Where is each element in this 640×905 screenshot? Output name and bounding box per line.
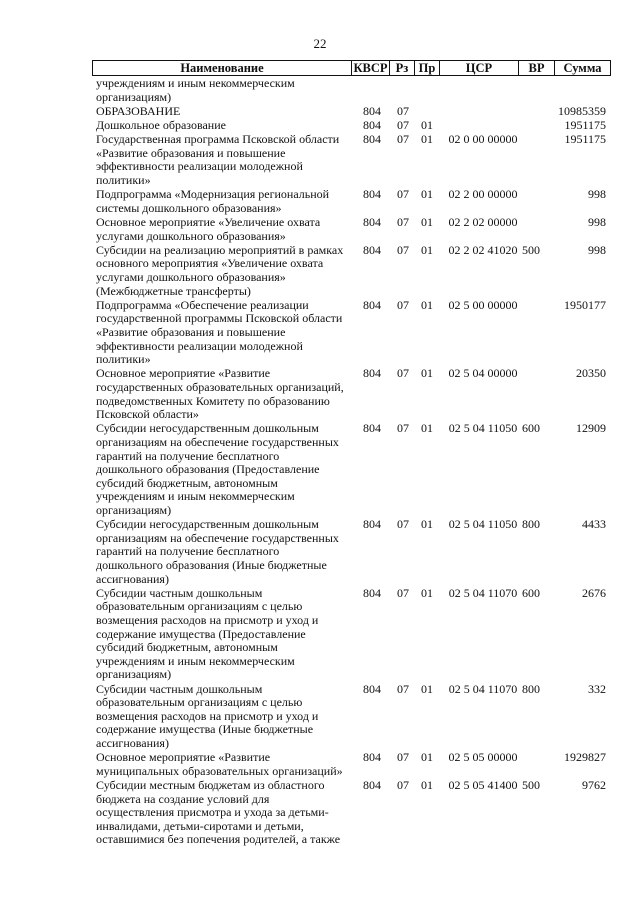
csr-cell: 02 5 04 00000 [448, 366, 518, 381]
kvsr-cell: 804 [363, 681, 381, 696]
rz-cell: 07 [397, 421, 409, 436]
kvsr-cell: 804 [363, 242, 381, 257]
kvsr-cell: 804 [363, 118, 381, 132]
csr-cell: 02 5 04 11070 [448, 681, 518, 696]
pr-cell: 01 [421, 118, 433, 132]
name-line: государственной программы Псковской области [96, 311, 343, 326]
name-line: гарантий на получение бесплатного [96, 544, 280, 559]
name-cell [96, 119, 356, 133]
sum-cell: 2676 [582, 585, 606, 600]
name-line: эффективности реализации молодежной [96, 159, 303, 174]
header-kvsr: КВСР [353, 61, 388, 75]
name-cell [96, 751, 356, 778]
pr-cell: 01 [421, 242, 433, 257]
name-line: учреждениям и иным некоммерческим [96, 489, 295, 504]
name-line: Дошкольное образование [96, 118, 226, 132]
name-line: Субсидии частным дошкольным [96, 681, 263, 696]
name-line: содержание имущества (Предоставление [96, 626, 306, 641]
name-cell [96, 518, 356, 586]
name-line: организациям) [96, 502, 172, 517]
sum-cell: 1950177 [564, 297, 606, 312]
name-line: «Развитие образования и повышение [96, 324, 286, 339]
header-name: Наименование [180, 61, 264, 75]
header-sum: Сумма [563, 61, 602, 75]
rz-cell: 07 [397, 132, 409, 147]
rz-cell: 07 [397, 517, 409, 532]
name-line: Субсидии негосударственным дошкольным [96, 421, 319, 436]
name-cell [96, 244, 356, 298]
name-line: Подпрограмма «Обеспечение реализации [96, 297, 309, 312]
kvsr-cell: 804 [363, 517, 381, 532]
name-cell [96, 299, 356, 367]
name-line: системы дошкольного образования» [96, 200, 282, 215]
header-vr: ВР [528, 61, 545, 75]
vr-cell: 500 [522, 778, 540, 792]
pr-cell: 01 [421, 421, 433, 436]
rz-cell: 07 [397, 585, 409, 600]
csr-cell: 02 2 02 00000 [448, 215, 518, 229]
name-line: услугами дошкольного образования» [96, 228, 286, 243]
vr-cell: 500 [522, 242, 540, 257]
pr-cell: 01 [421, 517, 433, 532]
sum-cell: 998 [588, 242, 606, 257]
name-line: Субсидии местным бюджетам из областного [96, 778, 325, 792]
name-line: осуществления присмотра и ухода за детьми- [96, 805, 329, 820]
pr-cell: 01 [421, 750, 433, 765]
name-line: государственных образовательных организаций, [96, 379, 344, 394]
sum-cell: 998 [588, 215, 606, 229]
name-line: эффективности реализации молодежной [96, 338, 303, 353]
name-cell [96, 779, 356, 847]
name-line: муниципальных образовательных организаций» [96, 763, 343, 778]
kvsr-cell: 804 [363, 750, 381, 765]
name-line: возмещения расходов на присмотр и уход и [96, 612, 319, 627]
rz-cell: 07 [397, 242, 409, 257]
name-line: ассигнования) [96, 735, 169, 750]
name-line: услугами дошкольного образования» [96, 269, 286, 284]
name-line: оставшимися без попечения родителей, а также [96, 832, 341, 847]
kvsr-cell: 804 [363, 366, 381, 381]
name-line: образовательным организациям с целью [96, 695, 303, 710]
pr-cell: 01 [421, 778, 433, 792]
vr-cell: 800 [522, 517, 540, 532]
name-line: политики» [96, 352, 151, 367]
csr-cell: 02 5 05 00000 [448, 750, 518, 765]
name-line: учреждениям и иным некоммерческим [96, 653, 295, 668]
name-cell [96, 105, 356, 119]
table-header [92, 60, 611, 76]
name-line: Субсидии частным дошкольным [96, 585, 263, 600]
csr-cell: 02 5 04 11070 [448, 585, 518, 600]
csr-cell: 02 5 04 11050 [448, 517, 518, 532]
sum-cell: 9762 [582, 778, 606, 792]
kvsr-cell: 804 [363, 421, 381, 436]
name-line: учреждениям и иным некоммерческим [96, 76, 295, 90]
name-line: инвалидами, детьми-сиротами и детьми, [96, 818, 304, 833]
sum-cell: 20350 [576, 366, 606, 381]
rz-cell: 07 [397, 297, 409, 312]
csr-cell: 02 2 00 00000 [448, 187, 518, 202]
name-line: бюджета на создание условий для [96, 791, 270, 806]
sum-cell: 1951175 [564, 118, 606, 132]
name-line: субсидий бюджетным, автономным [96, 475, 278, 490]
name-cell [96, 77, 356, 104]
csr-cell: 02 2 02 41020 [448, 242, 518, 257]
csr-cell: 02 5 00 00000 [448, 297, 518, 312]
rz-cell: 07 [397, 118, 409, 132]
sum-cell: 332 [588, 681, 606, 696]
name-line: организациям на обеспечение государственных [96, 530, 339, 545]
name-line: подведомственных Комитету по образованию [96, 393, 330, 408]
name-cell [96, 683, 356, 751]
name-line: субсидий бюджетным, автономным [96, 640, 278, 655]
csr-cell: 02 5 05 41400 [448, 778, 518, 792]
kvsr-cell: 804 [363, 585, 381, 600]
sum-cell: 1951175 [564, 132, 606, 147]
pr-cell: 01 [421, 681, 433, 696]
rz-cell: 07 [397, 103, 409, 118]
pr-cell: 01 [421, 132, 433, 147]
sum-cell: 4433 [582, 517, 606, 532]
name-line: (Межбюджетные трансферты) [96, 283, 251, 298]
name-line: гарантий на получение бесплатного [96, 448, 280, 463]
sum-cell: 998 [588, 187, 606, 202]
name-line: возмещения расходов на присмотр и уход и [96, 708, 319, 723]
name-line: Субсидии на реализацию мероприятий в рамках [96, 242, 344, 257]
pr-cell: 01 [421, 585, 433, 600]
pr-cell: 01 [421, 215, 433, 229]
pr-cell: 01 [421, 187, 433, 202]
name-cell [96, 587, 356, 682]
name-line: ассигнования) [96, 571, 169, 586]
kvsr-cell: 804 [363, 132, 381, 147]
rz-cell: 07 [397, 215, 409, 229]
name-line: «Развитие образования и повышение [96, 145, 286, 160]
rz-cell: 07 [397, 187, 409, 202]
page-number: 22 [313, 36, 327, 51]
pr-cell: 01 [421, 297, 433, 312]
name-line: Основное мероприятие «Увеличение охвата [96, 215, 321, 229]
name-line: дошкольного образования (Предоставление [96, 462, 320, 477]
name-line: Государственная программа Псковской области [96, 132, 340, 147]
csr-cell: 02 0 00 00000 [448, 132, 518, 147]
name-line: Основное мероприятие «Развитие [96, 750, 271, 765]
header-csr: ЦСР [465, 61, 493, 75]
rz-cell: 07 [397, 778, 409, 792]
name-line: Основное мероприятие «Развитие [96, 366, 271, 381]
name-line: организациям) [96, 667, 172, 682]
name-line: политики» [96, 172, 151, 187]
rz-cell: 07 [397, 681, 409, 696]
csr-cell: 02 5 04 11050 [448, 421, 518, 436]
name-cell [96, 367, 356, 421]
name-line: организациям на обеспечение государственных [96, 434, 339, 449]
kvsr-cell: 804 [363, 215, 381, 229]
vr-cell: 800 [522, 681, 540, 696]
kvsr-cell: 804 [363, 103, 381, 118]
header-rz: Рз [395, 61, 409, 75]
name-line: основного мероприятия «Увеличение охвата [96, 256, 324, 271]
vr-cell: 600 [522, 421, 540, 436]
kvsr-cell: 804 [363, 297, 381, 312]
name-cell [96, 188, 356, 215]
pr-cell: 01 [421, 366, 433, 381]
name-line: дошкольного образования (Иные бюджетные [96, 557, 327, 572]
name-cell [96, 422, 356, 517]
name-line: содержание имущества (Иные бюджетные [96, 722, 314, 737]
sum-cell: 1929827 [564, 750, 606, 765]
kvsr-cell: 804 [363, 778, 381, 792]
sum-cell: 12909 [576, 421, 606, 436]
kvsr-cell: 804 [363, 187, 381, 202]
name-line: ОБРАЗОВАНИЕ [96, 103, 181, 118]
name-cell [96, 133, 356, 187]
name-line: Псковской области» [96, 407, 199, 422]
vr-cell: 600 [522, 585, 540, 600]
name-line: организациям) [96, 89, 172, 104]
sum-cell: 10985359 [558, 103, 606, 118]
rz-cell: 07 [397, 750, 409, 765]
name-line: образовательным организациям с целью [96, 599, 303, 614]
name-line: Субсидии негосударственным дошкольным [96, 517, 319, 532]
rz-cell: 07 [397, 366, 409, 381]
header-pr: Пр [418, 61, 436, 75]
name-cell [96, 216, 356, 243]
name-line: Подпрограмма «Модернизация региональной [96, 187, 330, 202]
